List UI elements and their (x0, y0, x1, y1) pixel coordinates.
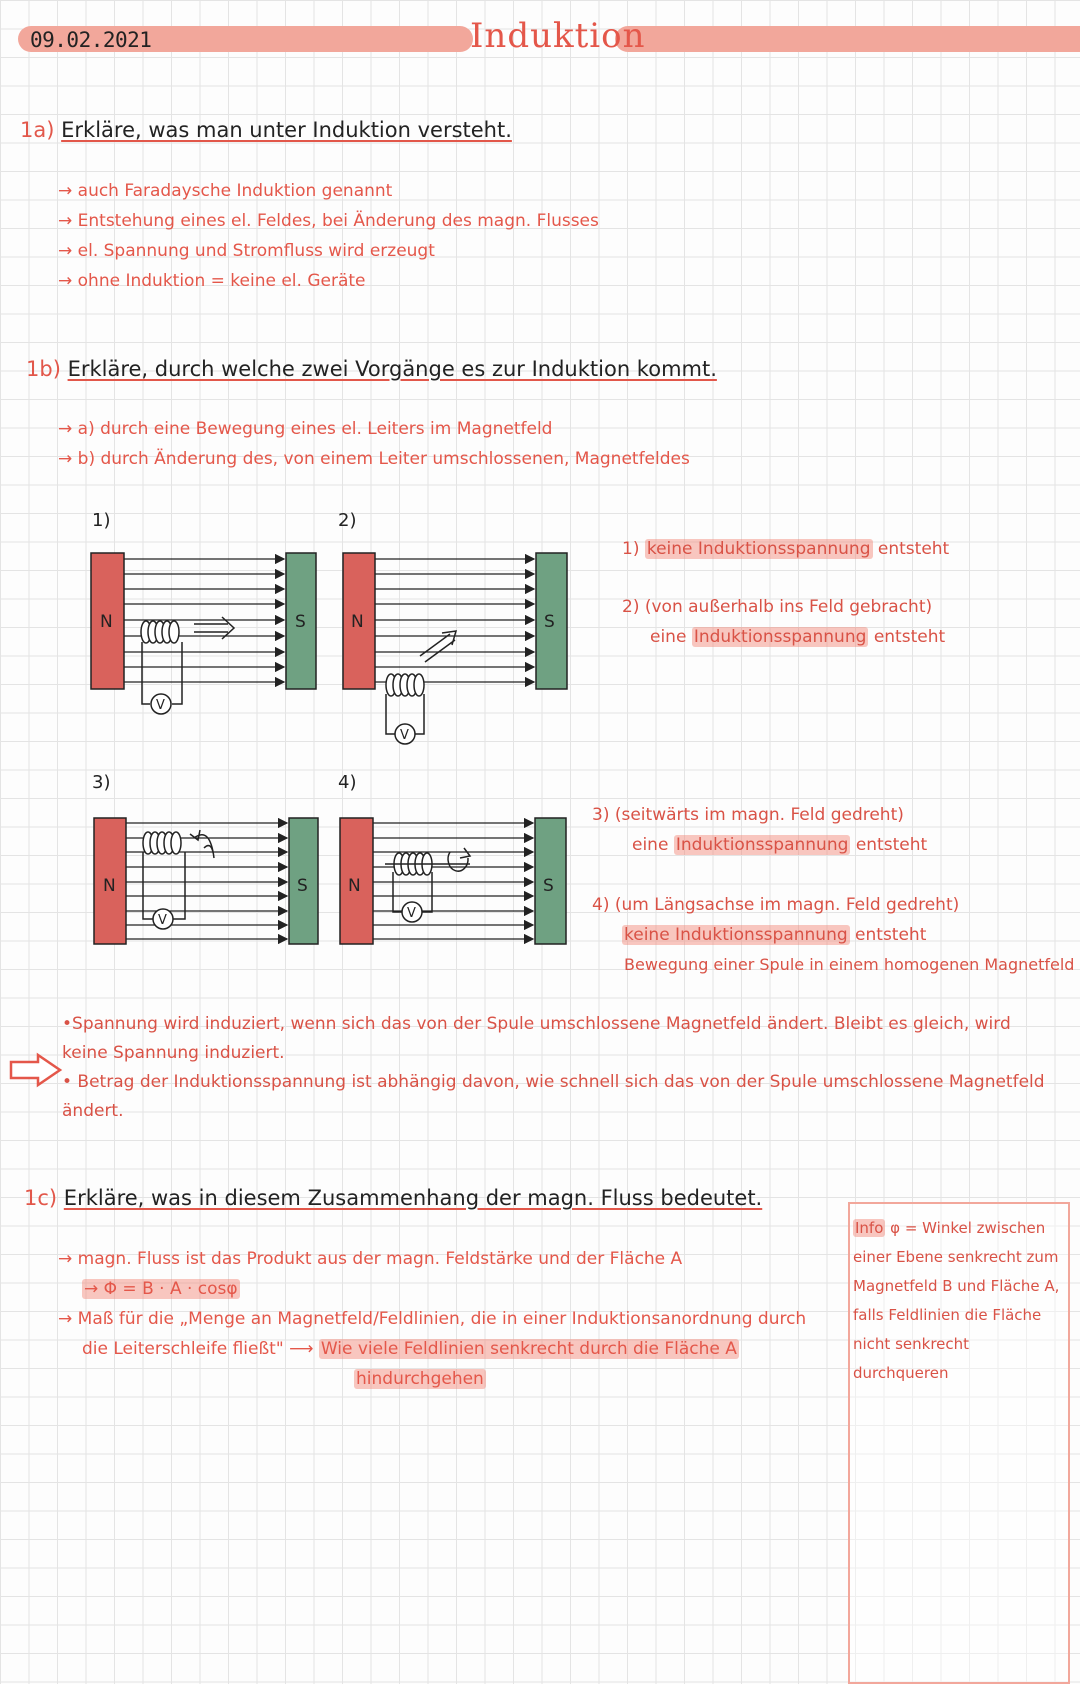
field-lines (375, 559, 534, 682)
answer-1c-point-1: → magn. Fluss ist das Produkt aus der magn. Feldstärke und der Fläche A (58, 1249, 683, 1269)
question-1a-number: 1a) (20, 118, 55, 142)
north-label: N (348, 876, 361, 896)
answer-1b-point: → b) durch Änderung des, von einem Leiter umschlossenen, Magnetfeldes (58, 449, 690, 469)
answer-1a-point: → ohne Induktion = keine el. Geräte (58, 271, 366, 291)
north-label: N (100, 612, 113, 632)
voltmeter-icon: V (156, 698, 165, 713)
field-lines (124, 559, 284, 682)
diagram-3 (94, 818, 318, 944)
note-2-line1: 2) (von außerhalb ins Feld gebracht) (622, 597, 933, 617)
note-4-line1: 4) (um Längsachse im magn. Feld gedreht) (592, 895, 960, 915)
north-label: N (103, 876, 116, 896)
diagram-4 (340, 818, 566, 944)
south-label: S (544, 612, 555, 632)
note-4-line3: Bewegung einer Spule in einem homogenen Magnetfeld (624, 955, 1075, 974)
page-title: Induktion (470, 16, 646, 56)
question-1c-text: Erkläre, was in diesem Zusammenhang der magn. Fluss bedeutet. (63, 1186, 763, 1210)
note-4 (592, 890, 1074, 980)
answer-1a-point: → el. Spannung und Stromfluss wird erzeugt (58, 241, 435, 261)
field-lines (373, 823, 533, 939)
answer-1c (58, 1244, 806, 1394)
note-4-rest: entsteht (855, 925, 927, 945)
south-label: S (295, 612, 306, 632)
header-bar-right (615, 26, 1080, 52)
voltmeter-icon: V (400, 728, 409, 743)
answer-1a-point: → Entstehung eines el. Feldes, bei Änderung des magn. Flusses (58, 211, 599, 231)
note-3 (592, 800, 927, 860)
flux-formula: → Φ = B · A · cosφ (84, 1279, 238, 1299)
note-2-pre: eine (650, 627, 687, 647)
summary-point-1: •Spannung wird induziert, wenn sich das von der Spule umschlossene Magnetfeld ändert. Bleibt es gleich, wird keine Spannung induziert. (62, 1014, 1011, 1063)
induction-diagrams (0, 0, 600, 1000)
summary (62, 1010, 1052, 1126)
south-label: S (297, 876, 308, 896)
diagram-2 (343, 553, 567, 744)
info-text-block (853, 1214, 1068, 1388)
note-2-highlight: Induktionsspannung (693, 627, 867, 647)
info-text: φ = Winkel zwischen einer Ebene senkrecht zum Magnetfeld B und Fläche A, falls Feldlinien die Fläche nicht senkrecht durchqueren (853, 1219, 1060, 1382)
answer-1c-highlight-1: Wie viele Feldlinien senkrecht durch die Fläche A (320, 1339, 737, 1359)
note-1-highlight: keine Induktionsspannung (646, 539, 871, 559)
note-2-rest: entsteht (873, 627, 946, 647)
question-1b-number: 1b) (26, 357, 61, 381)
diagram-4-label: 4) (338, 772, 357, 793)
note-2 (622, 592, 945, 652)
question-1c (24, 1186, 762, 1210)
answer-1b-point: → a) durch eine Bewegung eines el. Leiters im Magnetfeld (58, 419, 553, 439)
diagram-1 (91, 553, 316, 714)
big-arrow-icon (8, 1052, 64, 1088)
rotation-arrow-icon (190, 830, 214, 858)
diagram-2-label: 2) (338, 510, 357, 531)
voltmeter-icon: V (158, 913, 167, 928)
note-1-rest: entsteht (877, 539, 950, 559)
note-1 (622, 534, 949, 564)
note-3-highlight: Induktionsspannung (675, 835, 849, 855)
note-1-number: 1) (622, 539, 640, 559)
answer-1c-point-2-line2: die Leiterschleife fließt" ⟶ (82, 1339, 314, 1359)
diagram-1-label: 1) (92, 510, 111, 531)
note-3-pre: eine (632, 835, 669, 855)
info-label: Info (855, 1219, 884, 1237)
diagram-3-label: 3) (92, 772, 111, 793)
summary-point-2: • Betrag der Induktionsspannung ist abhängig davon, wie schnell sich das von der Spule umschlossene Magnetfeld ändert. (62, 1072, 1045, 1121)
date: 09.02.2021 (30, 28, 152, 52)
note-3-rest: entsteht (855, 835, 928, 855)
voltmeter-icon: V (407, 906, 416, 921)
question-1c-number: 1c) (24, 1186, 58, 1210)
answer-1c-point-2-line1: → Maß für die „Menge an Magnetfeld/Feldlinien, die in einer Induktionsanordnung durch (58, 1309, 807, 1329)
note-3-line1: 3) (seitwärts im magn. Feld gedreht) (592, 805, 904, 825)
answer-1a-point: → auch Faradaysche Induktion genannt (58, 181, 393, 201)
question-1a-text: Erkläre, was man unter Induktion versteht. (61, 118, 512, 142)
note-4-highlight: keine Induktionsspannung (624, 925, 848, 945)
north-label: N (351, 612, 364, 632)
answer-1c-highlight-2: hindurchgehen (356, 1369, 484, 1389)
south-label: S (543, 876, 554, 896)
question-1b-text: Erkläre, durch welche zwei Vorgänge es zur Induktion kommt. (67, 357, 717, 381)
